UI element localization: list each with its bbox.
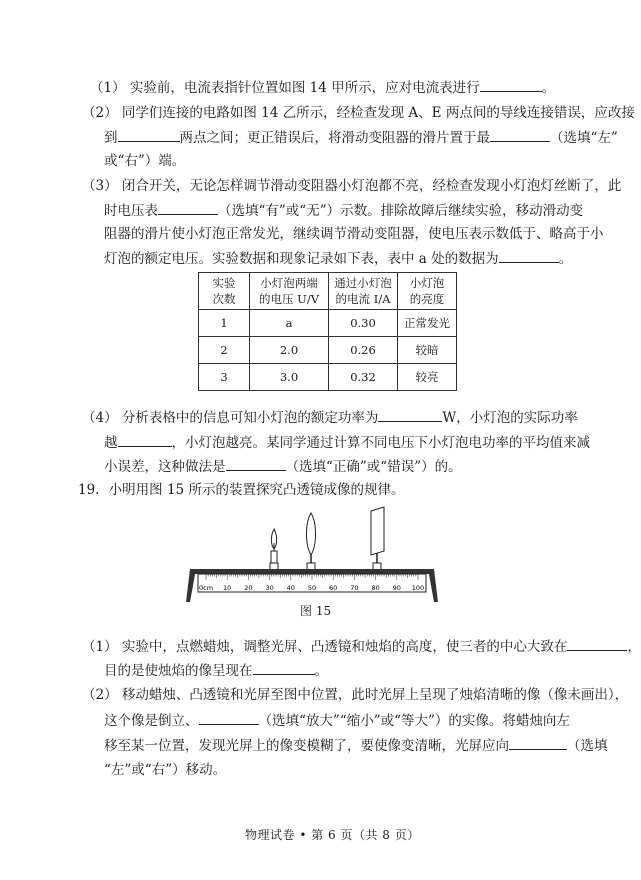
q18-p3-line3 <box>104 225 604 243</box>
q18-p2-text1: （2） 同学们连接的电路如图 14 乙所示，经检查发现 A、E 两点间的导线连接错误，应改接 <box>82 105 635 121</box>
q18-p3-text1: （3） 闭合开关，无论怎样调节滑动变阻器小灯泡都不亮，经检查发现小灯泡灯丝断了，此 <box>82 178 622 194</box>
q18-p2-line1 <box>82 104 635 122</box>
q19-p1-line1 <box>82 637 641 656</box>
scale-tick-label: 50 <box>307 584 317 592</box>
table-cell: 3 <box>199 364 250 391</box>
scale-tick-label: 70 <box>350 584 359 592</box>
q19-p2-blank1[interactable] <box>199 711 259 725</box>
q18-p2-line3 <box>104 152 185 170</box>
page-footer: 物理试卷 • 第 6 页（共 8 页） <box>245 828 420 842</box>
data-table <box>198 272 457 391</box>
light-screen <box>371 507 384 563</box>
scale-tick-label: 10 <box>223 584 232 592</box>
q19-p2-text4: “左”或“右”）移动。 <box>104 762 227 778</box>
q18-p2-blank2[interactable] <box>490 128 550 142</box>
scale-tick-label: 60 <box>329 584 338 592</box>
q18-p4-blank1[interactable] <box>378 408 442 422</box>
q18-p3-line4 <box>104 249 572 268</box>
q18-p3-line2 <box>104 201 583 220</box>
q18-p4-text2b: ，小灯泡越亮。某同学通过计算不同电压下小灯泡电功率的平均值来减 <box>171 435 590 451</box>
q18-p4-text1a: （4） 分析表格中的信息可知小灯泡的额定功率为 <box>82 410 379 426</box>
scale-tick-label: 100 <box>411 584 425 592</box>
q18-p3-text2a: 时电压表 <box>104 203 158 219</box>
table-header-cell: 小灯泡 的亮度 <box>398 273 457 310</box>
q18-p4-blank3[interactable] <box>226 457 286 471</box>
q19-p2-line1 <box>82 686 628 704</box>
scale-tick-label: 80 <box>371 584 380 592</box>
table-cell: 2 <box>199 337 250 364</box>
q18-p4-line1 <box>82 408 578 427</box>
q19-p2-line2 <box>104 711 570 730</box>
scale-tick-label: 90 <box>392 584 401 592</box>
q18-p4-line2 <box>104 433 590 452</box>
q19-p2-line3 <box>104 736 608 755</box>
table-cell: 3.0 <box>250 364 329 391</box>
table-header-cell: 小灯泡两端 的电压 U/V <box>250 273 329 310</box>
q18-p4-line3 <box>104 457 462 476</box>
q19-p1-line2 <box>104 661 328 680</box>
q18-p2-text2b: 两点之间；更正错误后，将滑动变阻器的滑片置于最 <box>179 130 490 146</box>
q19-p2-text3b: （选填 <box>567 738 608 754</box>
q19-p2-text1: （2） 移动蜡烛、凸透镜和光屏至图中位置，此时光屏上呈现了烛焰清晰的像（像未画出）， <box>82 687 629 703</box>
q18-p4-blank2[interactable] <box>118 433 172 447</box>
q18-p2-text3: 或“右”）端。 <box>104 153 186 169</box>
q19-p2-blank2[interactable] <box>509 736 567 750</box>
q18-p1 <box>90 78 555 97</box>
q18-p1-end: 。 <box>541 80 556 96</box>
q18-p3-line1 <box>82 177 621 195</box>
scale-unit-label: 0cm <box>199 584 214 592</box>
q18-p4-text2a: 越 <box>104 435 118 451</box>
q19-p1-blank1[interactable] <box>567 637 627 651</box>
table-header-row <box>199 273 457 310</box>
q18-p3-text2b: （选填“有”或“无”）示数。排除故障后继续实验，移动滑动变 <box>218 203 584 219</box>
scale-tick-label: 20 <box>244 584 253 592</box>
convex-lens <box>307 513 316 563</box>
q19-p2-text3a: 移至某一位置，发现光屏上的像变模糊了，要使像变清晰，光屏应向 <box>104 738 509 754</box>
q18-p1-text: （1） 实验前，电流表指针位置如图 14 甲所示，应对电流表进行 <box>90 80 480 96</box>
q18-p3-blank2[interactable] <box>499 249 559 263</box>
q19-p2-line4 <box>104 761 226 779</box>
table-cell: 0.32 <box>329 364 398 391</box>
q19-p1-text1a: （1） 实验中，点燃蜡烛，调整光屏、凸透镜和烛焰的高度，使三者的中心大致在 <box>82 639 568 655</box>
q18-p2-text2a: 到 <box>104 130 118 146</box>
q19-p1-text2a: 目的是使烛焰的像呈现在 <box>104 663 253 679</box>
table-cell: 正常发光 <box>398 310 457 337</box>
table-header-cell: 实验 次数 <box>199 273 250 310</box>
table-header-cell: 通过小灯泡 的电流 I/A <box>329 273 398 310</box>
q18-p4-text3b: （选填“正确”或“错误”）的。 <box>285 459 462 475</box>
candle <box>271 529 277 565</box>
table-cell: a <box>250 310 329 337</box>
q19-p1-text1b: ， <box>627 639 641 655</box>
q18-p1-blank[interactable] <box>480 78 542 92</box>
q19-p2-text2b: （选填“放大”“缩小”或“等大”）的实像。将蜡烛向左 <box>258 713 570 729</box>
q18-p3-text4b: 。 <box>558 251 573 267</box>
scale-tick-label: 40 <box>286 584 295 592</box>
table-cell: 1 <box>199 310 250 337</box>
bench-leg-left <box>186 569 196 602</box>
q18-p3-text3: 阻器的滑片使小灯泡正常发光，继续调节滑动变阻器，使电压表示数低于、略高于小 <box>104 226 604 242</box>
q18-p2-text2c: （选填“左” <box>550 130 618 146</box>
table-row <box>199 337 457 364</box>
q19-p2-text2a: 这个像是倒立、 <box>104 713 199 729</box>
table-cell: 0.26 <box>329 337 398 364</box>
table-row <box>199 310 457 337</box>
table-cell: 较暗 <box>398 337 457 364</box>
q18-p3-blank1[interactable] <box>158 201 218 215</box>
optical-bench-figure <box>186 507 446 607</box>
bench-leg-right <box>428 569 438 602</box>
scale-tick-label: 30 <box>265 584 274 592</box>
q18-p2-line2 <box>104 128 618 147</box>
q19-p1-text2b: 。 <box>314 663 328 679</box>
table-cell: 较亮 <box>398 364 457 391</box>
q18-p2-blank1[interactable] <box>118 128 180 142</box>
q19-intro: 19．小明用图 15 所示的装置探究凸透镜成像的规律。 <box>78 482 405 498</box>
q18-p4-text1b: W，小灯泡的实际功率 <box>442 410 578 426</box>
table-row <box>199 364 457 391</box>
table-cell: 0.30 <box>329 310 398 337</box>
q18-p4-text3a: 小误差，这种做法是 <box>104 459 226 475</box>
q18-p3-text4a: 灯泡的额定电压。实验数据和现象记录如下表，表中 a 处的数据为 <box>104 251 499 267</box>
table-cell: 2.0 <box>250 337 329 364</box>
figure-caption: 图 15 <box>300 604 332 618</box>
bench-bar <box>190 569 434 574</box>
q19-p1-blank2[interactable] <box>253 661 315 675</box>
